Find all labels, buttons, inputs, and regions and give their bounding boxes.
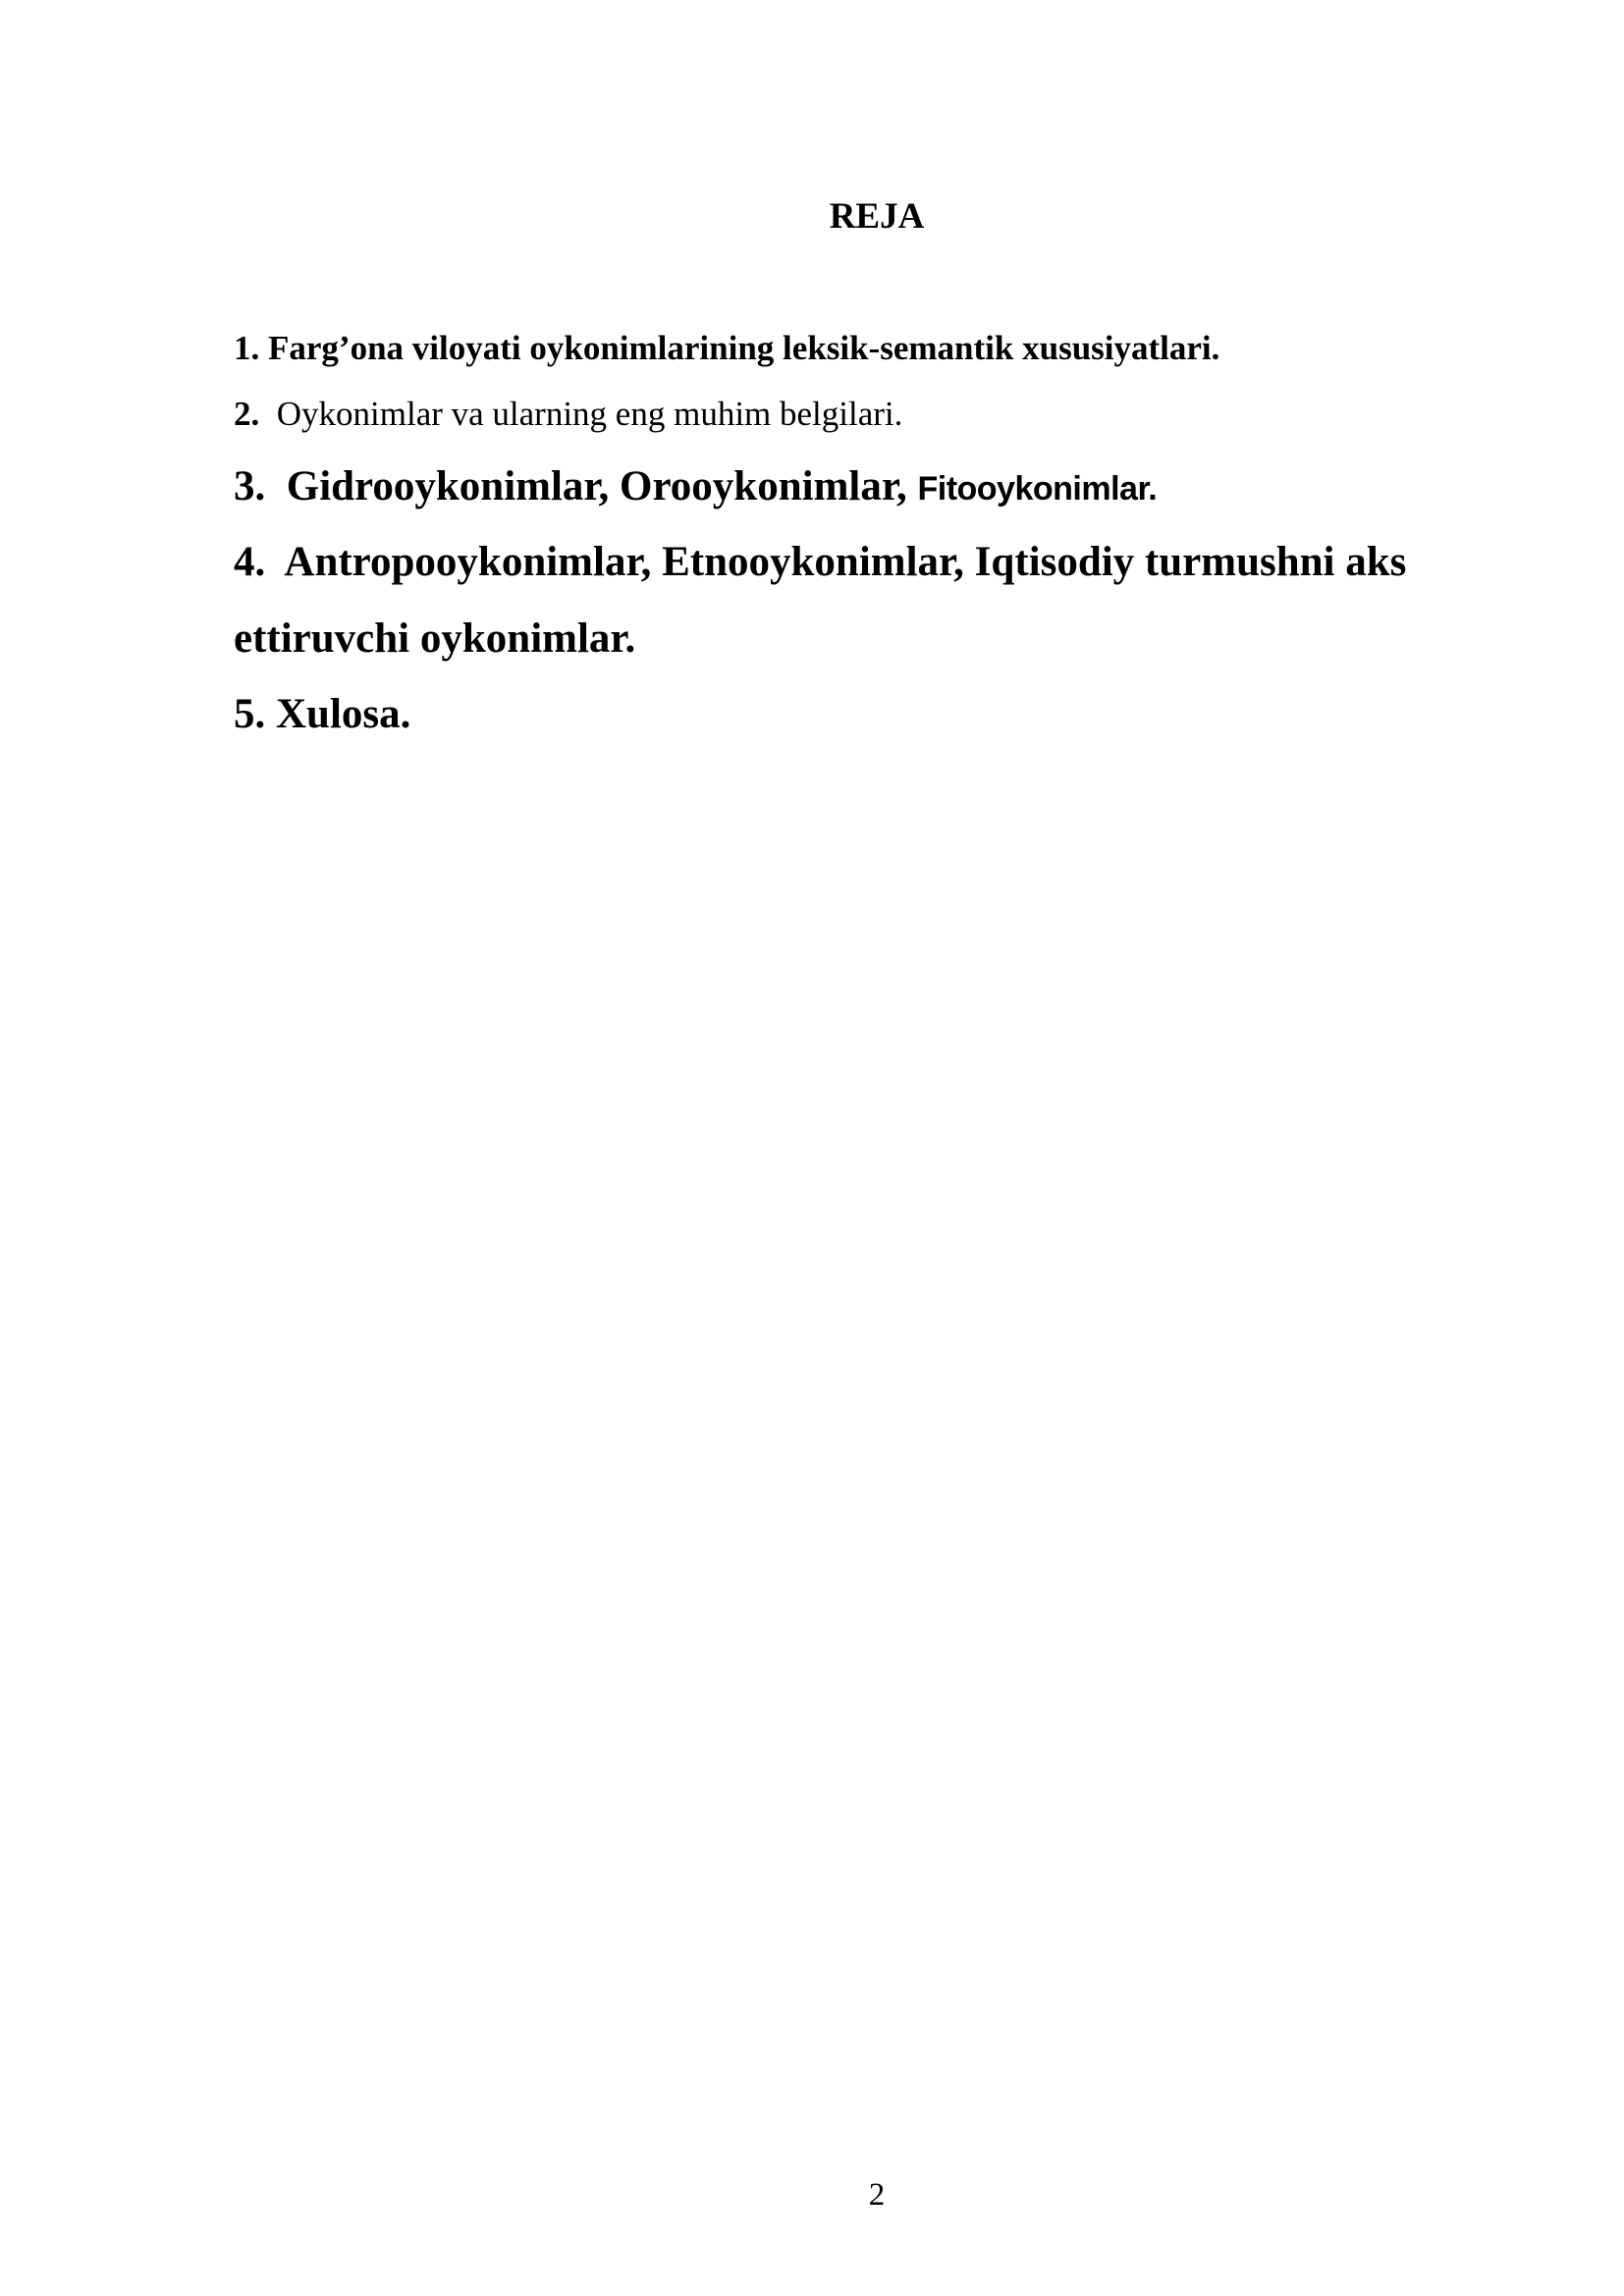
plan-item-4 <box>234 537 1406 588</box>
plan-item-5 <box>234 689 410 740</box>
page-number: 2 <box>868 2177 886 2213</box>
plan-item-4-text-line2: ettiruvchi oykonimlar. <box>234 615 636 662</box>
plan-item-3-text: Gidrooykonimlar, Orooykonimlar, <box>286 463 907 509</box>
plan-item-3-text-small: Fitooykonimlar. <box>917 470 1158 507</box>
plan-item-3-number: 3. <box>234 463 266 509</box>
page-title: REJA <box>829 196 925 237</box>
plan-item-1 <box>234 327 1219 370</box>
plan-item-4-number: 4. <box>234 539 266 585</box>
plan-item-4-text-line1: Antropooykonimlar, Etnooykonimlar, Iqtisodiy turmushni aks <box>284 539 1407 585</box>
plan-item-1-text: Farg’ona viloyati oykonimlarining leksik-semantik xususiyatlari. <box>268 329 1220 367</box>
plan-item-5-number: 5. <box>234 691 266 737</box>
plan-item-1-number: 1. <box>234 329 260 367</box>
plan-item-2-text: Oykonimlar va ularning eng muhim belgilari. <box>276 395 903 433</box>
plan-item-4-continuation <box>234 614 635 665</box>
plan-item-2-number: 2. <box>234 395 260 433</box>
plan-item-3 <box>234 461 1157 514</box>
plan-item-5-text: Xulosa. <box>276 691 411 737</box>
plan-item-2 <box>234 393 902 436</box>
